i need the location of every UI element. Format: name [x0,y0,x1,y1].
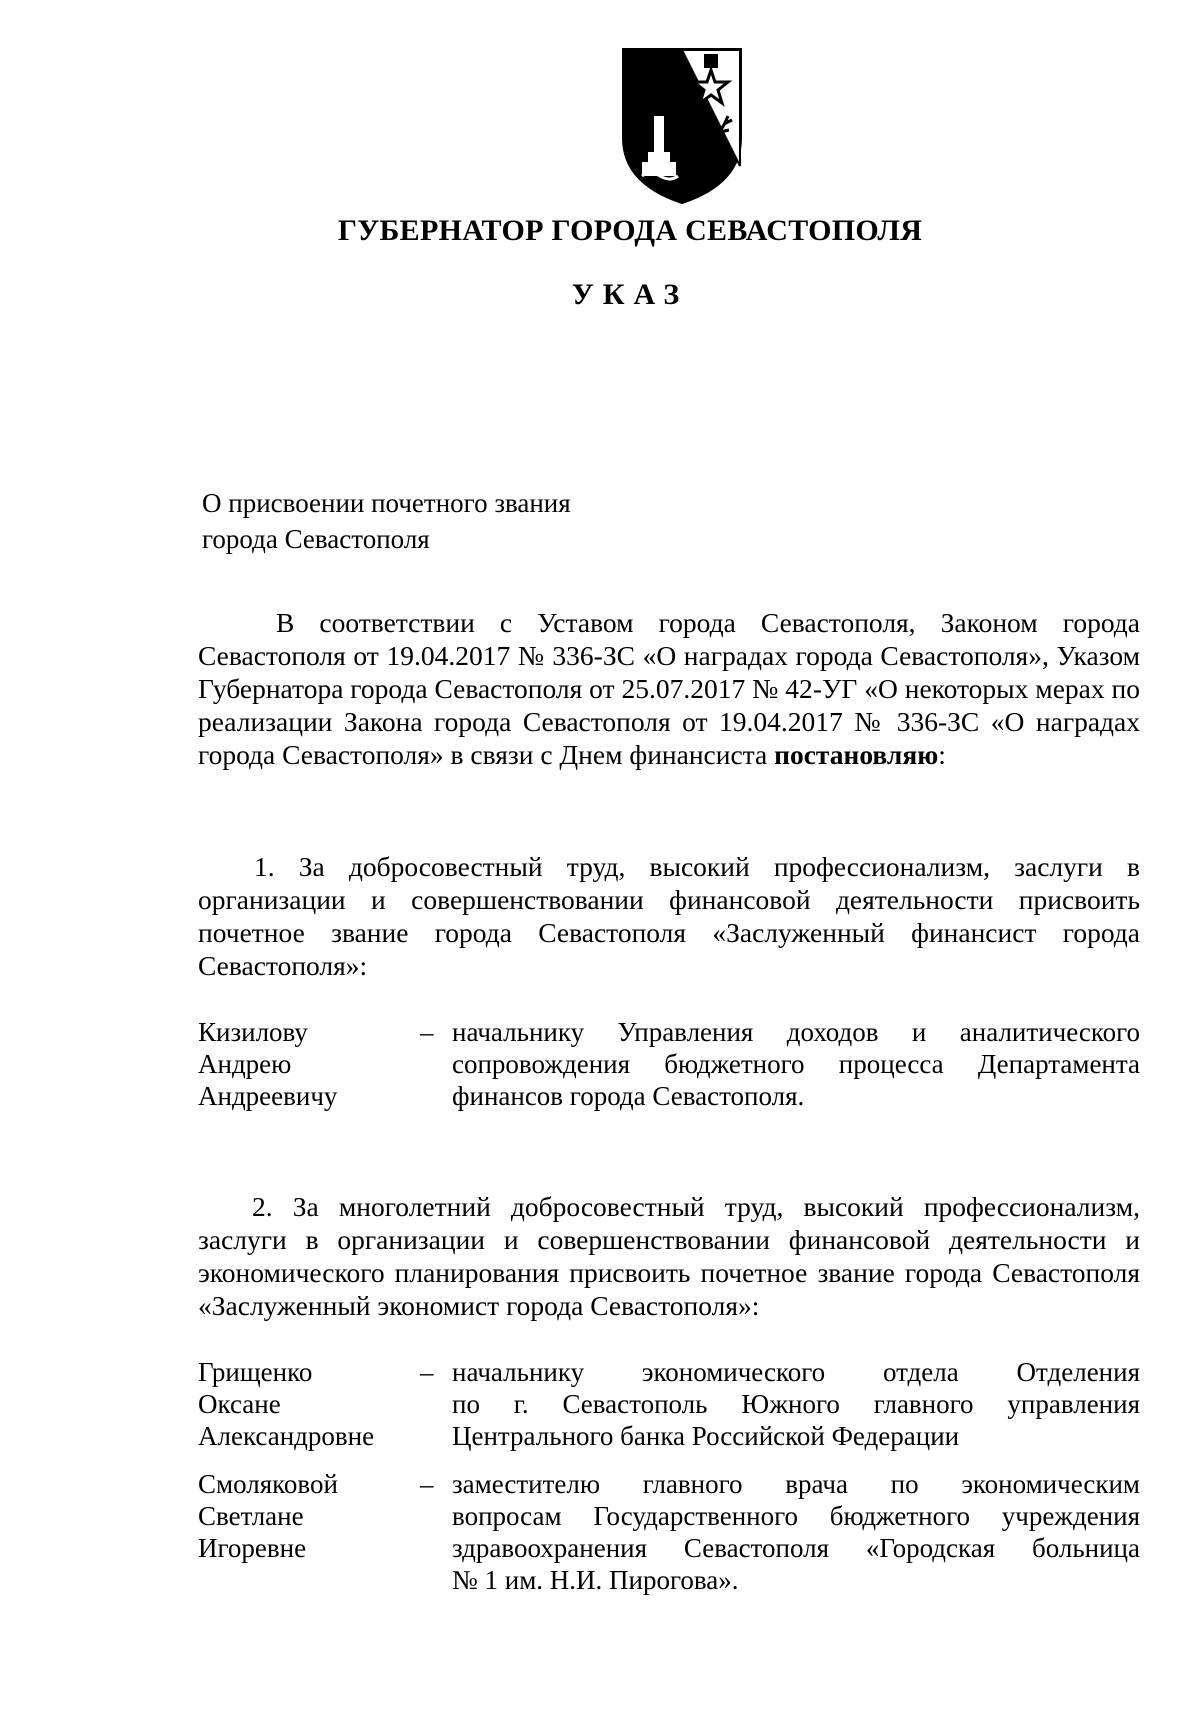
preamble-text: В соответствии с Уставом города Севастополя, Законом города Севастополя от 19.04.2017 № 336-ЗС «О наградах города Севастополя», Указом Губернатора города Севастополя от 25.07.2017 № 42-УГ «О некоторых мерах по реализации Закона города Севастополя от 19.04.2017 № 336-ЗС «О наградах города Севастополя» в связи с Днем финансиста [198,607,1140,770]
sevastopol-coat-of-arms-icon [620,46,744,206]
issuer-title: ГУБЕРНАТОР ГОРОДА СЕВАСТОПОЛЯ [337,214,923,247]
document-type: УКАЗ [571,278,689,311]
awardee-position: начальнику экономического отдела Отделения по г. Севастополь Южного главного управления Центрального банка Российской Федерации [452,1357,1140,1451]
awardee-name: Грищенко Оксане Александровне [198,1357,375,1451]
awardee-name: Кизилову Андрею Андреевичу [198,1017,338,1111]
awardee-name: Смоляковой Светлане Игоревне [198,1469,338,1563]
decree-subject [202,485,571,557]
item-1-paragraph: 1. За добросовестный труд, высокий профессионализм, заслуги в организации и совершенствовании финансовой деятельности присвоить почетное звание города Севастополя «Заслуженный финансист города Севастополя»: [198,851,1140,981]
item-2-paragraph: 2. За многолетний добросовестный труд, высокий профессионализм, заслуги в организации и совершенствовании финансовой деятельности и экономического планирования присвоить почетное звание города Севастополя «Заслуженный экономист города Севастополя»: [198,1191,1140,1321]
awardee-position: начальнику Управления доходов и аналитического сопровождения бюджетного процесса Департамента финансов города Севастополя. [452,1017,1140,1111]
awardee-dash: – [420,1469,434,1499]
decree-word: постановляю [774,739,939,770]
subject-line-2: города Севастополя [202,524,430,554]
awardee-dash: – [420,1017,434,1047]
decree-colon: : [938,739,946,770]
subject-line-1: О присвоении почетного звания [202,488,571,518]
awardee-position: заместителю главного врача по экономическим вопросам Государственного бюджетного учреждения здравоохранения Севастополя «Городская больница № 1 им. Н.И. Пирогова». [452,1469,1140,1595]
preamble-paragraph [198,606,1140,771]
awardee-dash: – [420,1357,434,1387]
